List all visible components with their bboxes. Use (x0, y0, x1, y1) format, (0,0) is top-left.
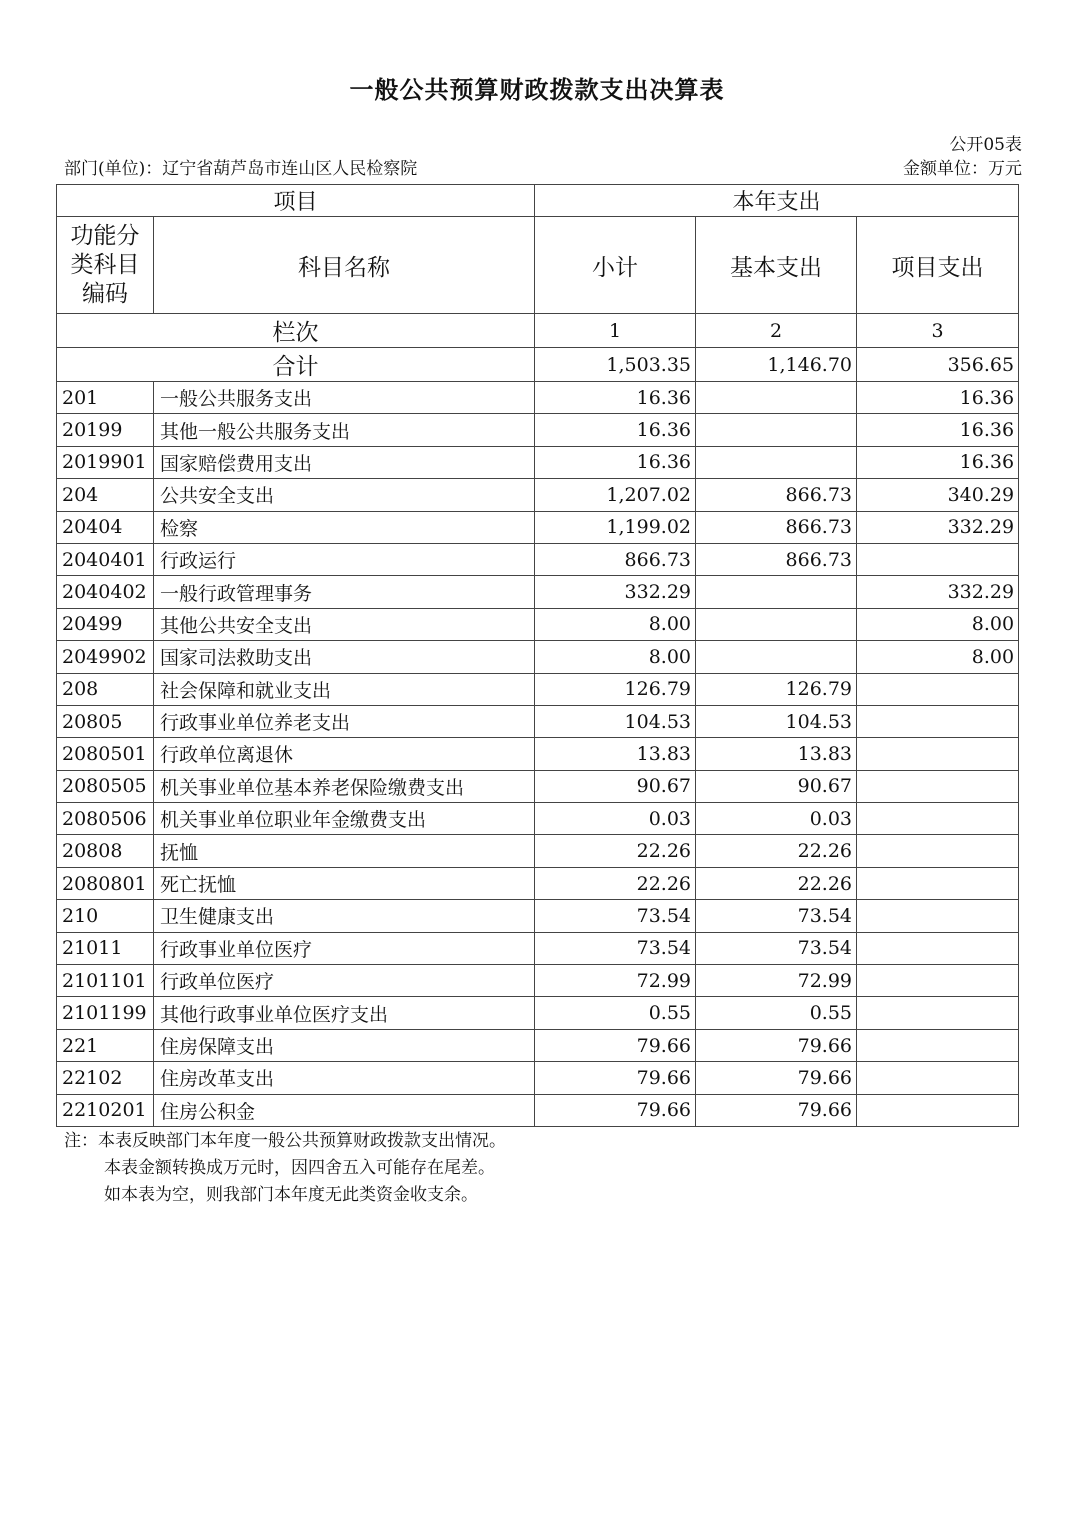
cell-project: 332.29 (857, 511, 1019, 543)
cell-project: 332.29 (857, 576, 1019, 608)
cell-basic (696, 608, 857, 640)
cell-code: 21011 (57, 932, 154, 964)
cell-project (857, 770, 1019, 802)
cell-code: 201 (57, 382, 154, 414)
table-row (57, 446, 1019, 478)
cell-basic: 22.26 (696, 867, 857, 899)
cell-subtotal: 79.66 (535, 1094, 696, 1126)
cell-basic (696, 576, 857, 608)
cell-code: 2019901 (57, 446, 154, 478)
note-line-2: 本表金额转换成万元时，因四舍五入可能存在尾差。 (104, 1158, 495, 1178)
cell-subtotal: 332.29 (535, 576, 696, 608)
cell-code: 2080506 (57, 803, 154, 835)
cell-name: 卫生健康支出 (154, 900, 535, 932)
cell-basic (696, 446, 857, 478)
cell-code: 20404 (57, 511, 154, 543)
cell-project: 8.00 (857, 608, 1019, 640)
cell-basic: 126.79 (696, 673, 857, 705)
table-row (57, 641, 1019, 673)
cell-code: 2101101 (57, 965, 154, 997)
cell-project (857, 1029, 1019, 1061)
table-row (57, 900, 1019, 932)
table-row (57, 414, 1019, 446)
cell-subtotal: 0.55 (535, 997, 696, 1029)
total-subtotal: 1,503.35 (535, 348, 696, 382)
column-number-2: 2 (696, 314, 857, 348)
page-title: 一般公共预算财政拨款支出决算表 (349, 75, 725, 104)
cell-subtotal: 16.36 (535, 414, 696, 446)
table-row (57, 803, 1019, 835)
cell-subtotal: 22.26 (535, 835, 696, 867)
cell-name: 行政事业单位养老支出 (154, 705, 535, 737)
cell-code: 221 (57, 1029, 154, 1061)
cell-project: 340.29 (857, 479, 1019, 511)
cell-name: 社会保障和就业支出 (154, 673, 535, 705)
table-row (57, 705, 1019, 737)
cell-basic: 866.73 (696, 511, 857, 543)
cell-subtotal: 16.36 (535, 446, 696, 478)
cell-project (857, 900, 1019, 932)
cell-code: 22102 (57, 1062, 154, 1094)
total-basic: 1,146.70 (696, 348, 857, 382)
cell-subtotal: 104.53 (535, 705, 696, 737)
cell-code: 208 (57, 673, 154, 705)
table-row (57, 511, 1019, 543)
cell-subtotal: 90.67 (535, 770, 696, 802)
cell-basic: 73.54 (696, 932, 857, 964)
cell-project (857, 705, 1019, 737)
cell-subtotal: 22.26 (535, 867, 696, 899)
cell-name: 行政单位离退休 (154, 738, 535, 770)
cell-name: 行政事业单位医疗 (154, 932, 535, 964)
cell-subtotal: 1,199.02 (535, 511, 696, 543)
expenditure-table (56, 184, 1019, 1127)
cell-subtotal: 8.00 (535, 608, 696, 640)
cell-project (857, 867, 1019, 899)
cell-code: 2080505 (57, 770, 154, 802)
cell-project: 16.36 (857, 414, 1019, 446)
cell-project: 8.00 (857, 641, 1019, 673)
cell-subtotal: 72.99 (535, 965, 696, 997)
department-label: 部门(单位)：辽宁省葫芦岛市连山区人民检察院 (64, 159, 418, 179)
header-name: 科目名称 (154, 217, 535, 314)
cell-basic: 72.99 (696, 965, 857, 997)
cell-code: 2080801 (57, 867, 154, 899)
table-row (57, 1062, 1019, 1094)
cell-subtotal: 79.66 (535, 1062, 696, 1094)
cell-code: 2040401 (57, 543, 154, 575)
notes (64, 1128, 506, 1209)
cell-name: 一般公共服务支出 (154, 382, 535, 414)
cell-basic (696, 414, 857, 446)
column-number-3: 3 (857, 314, 1019, 348)
cell-subtotal: 79.66 (535, 1029, 696, 1061)
column-number-1: 1 (535, 314, 696, 348)
cell-basic (696, 382, 857, 414)
cell-project (857, 835, 1019, 867)
total-label: 合计 (57, 348, 535, 382)
cell-code: 20808 (57, 835, 154, 867)
cell-project: 16.36 (857, 446, 1019, 478)
table-row (57, 932, 1019, 964)
cell-basic: 13.83 (696, 738, 857, 770)
cell-basic: 866.73 (696, 479, 857, 511)
cell-subtotal: 13.83 (535, 738, 696, 770)
cell-basic (696, 641, 857, 673)
cell-project (857, 965, 1019, 997)
cell-basic: 0.03 (696, 803, 857, 835)
table-body (57, 382, 1019, 1127)
cell-basic: 79.66 (696, 1062, 857, 1094)
cell-code: 2080501 (57, 738, 154, 770)
cell-subtotal: 73.54 (535, 900, 696, 932)
cell-project (857, 543, 1019, 575)
cell-subtotal: 1,207.02 (535, 479, 696, 511)
cell-code: 20805 (57, 705, 154, 737)
cell-basic: 104.53 (696, 705, 857, 737)
cell-name: 住房保障支出 (154, 1029, 535, 1061)
cell-subtotal: 8.00 (535, 641, 696, 673)
cell-name: 一般行政管理事务 (154, 576, 535, 608)
cell-name: 检察 (154, 511, 535, 543)
cell-name: 其他行政事业单位医疗支出 (154, 997, 535, 1029)
cell-name: 公共安全支出 (154, 479, 535, 511)
cell-project (857, 932, 1019, 964)
header-subtotal: 小计 (535, 217, 696, 314)
cell-project (857, 1062, 1019, 1094)
header-this-year: 本年支出 (535, 185, 1019, 217)
table-row (57, 1029, 1019, 1061)
table-row (57, 673, 1019, 705)
table-row (57, 770, 1019, 802)
cell-subtotal: 126.79 (535, 673, 696, 705)
cell-code: 210 (57, 900, 154, 932)
table-row (57, 543, 1019, 575)
cell-code: 2210201 (57, 1094, 154, 1126)
cell-code: 2101199 (57, 997, 154, 1029)
cell-subtotal: 0.03 (535, 803, 696, 835)
table-row (57, 965, 1019, 997)
cell-project (857, 997, 1019, 1029)
cell-basic: 90.67 (696, 770, 857, 802)
cell-basic: 79.66 (696, 1029, 857, 1061)
header-item: 项目 (57, 185, 535, 217)
cell-name: 国家司法救助支出 (154, 641, 535, 673)
note-line-1: 注：本表反映部门本年度一般公共预算财政拨款支出情况。 (64, 1131, 506, 1151)
cell-project: 16.36 (857, 382, 1019, 414)
total-project: 356.65 (857, 348, 1019, 382)
cell-basic: 73.54 (696, 900, 857, 932)
cell-code: 204 (57, 479, 154, 511)
header-basic: 基本支出 (696, 217, 857, 314)
table-row (57, 1094, 1019, 1126)
header-project: 项目支出 (857, 217, 1019, 314)
table-row (57, 576, 1019, 608)
form-number: 公开05表 (949, 135, 1022, 155)
cell-code: 20499 (57, 608, 154, 640)
cell-name: 机关事业单位职业年金缴费支出 (154, 803, 535, 835)
cell-basic: 22.26 (696, 835, 857, 867)
cell-name: 其他一般公共服务支出 (154, 414, 535, 446)
header-code: 功能分类科目编码 (57, 217, 154, 314)
note-line-3: 如本表为空，则我部门本年度无此类资金收支余。 (104, 1185, 478, 1205)
table-row (57, 835, 1019, 867)
cell-project (857, 1094, 1019, 1126)
cell-name: 住房改革支出 (154, 1062, 535, 1094)
cell-project (857, 803, 1019, 835)
cell-code: 2049902 (57, 641, 154, 673)
cell-code: 2040402 (57, 576, 154, 608)
cell-name: 国家赔偿费用支出 (154, 446, 535, 478)
table-row (57, 608, 1019, 640)
table-row (57, 867, 1019, 899)
cell-name: 行政运行 (154, 543, 535, 575)
table-row (57, 738, 1019, 770)
table-row (57, 479, 1019, 511)
cell-name: 住房公积金 (154, 1094, 535, 1126)
cell-name: 死亡抚恤 (154, 867, 535, 899)
cell-project (857, 673, 1019, 705)
table-row (57, 997, 1019, 1029)
cell-basic: 79.66 (696, 1094, 857, 1126)
cell-basic: 0.55 (696, 997, 857, 1029)
cell-name: 机关事业单位基本养老保险缴费支出 (154, 770, 535, 802)
header-column-label: 栏次 (57, 314, 535, 348)
table-row (57, 382, 1019, 414)
cell-name: 抚恤 (154, 835, 535, 867)
cell-name: 行政单位医疗 (154, 965, 535, 997)
cell-subtotal: 16.36 (535, 382, 696, 414)
cell-basic: 866.73 (696, 543, 857, 575)
amount-unit-label: 金额单位：万元 (903, 159, 1022, 179)
cell-project (857, 738, 1019, 770)
cell-code: 20199 (57, 414, 154, 446)
cell-name: 其他公共安全支出 (154, 608, 535, 640)
cell-subtotal: 73.54 (535, 932, 696, 964)
cell-subtotal: 866.73 (535, 543, 696, 575)
